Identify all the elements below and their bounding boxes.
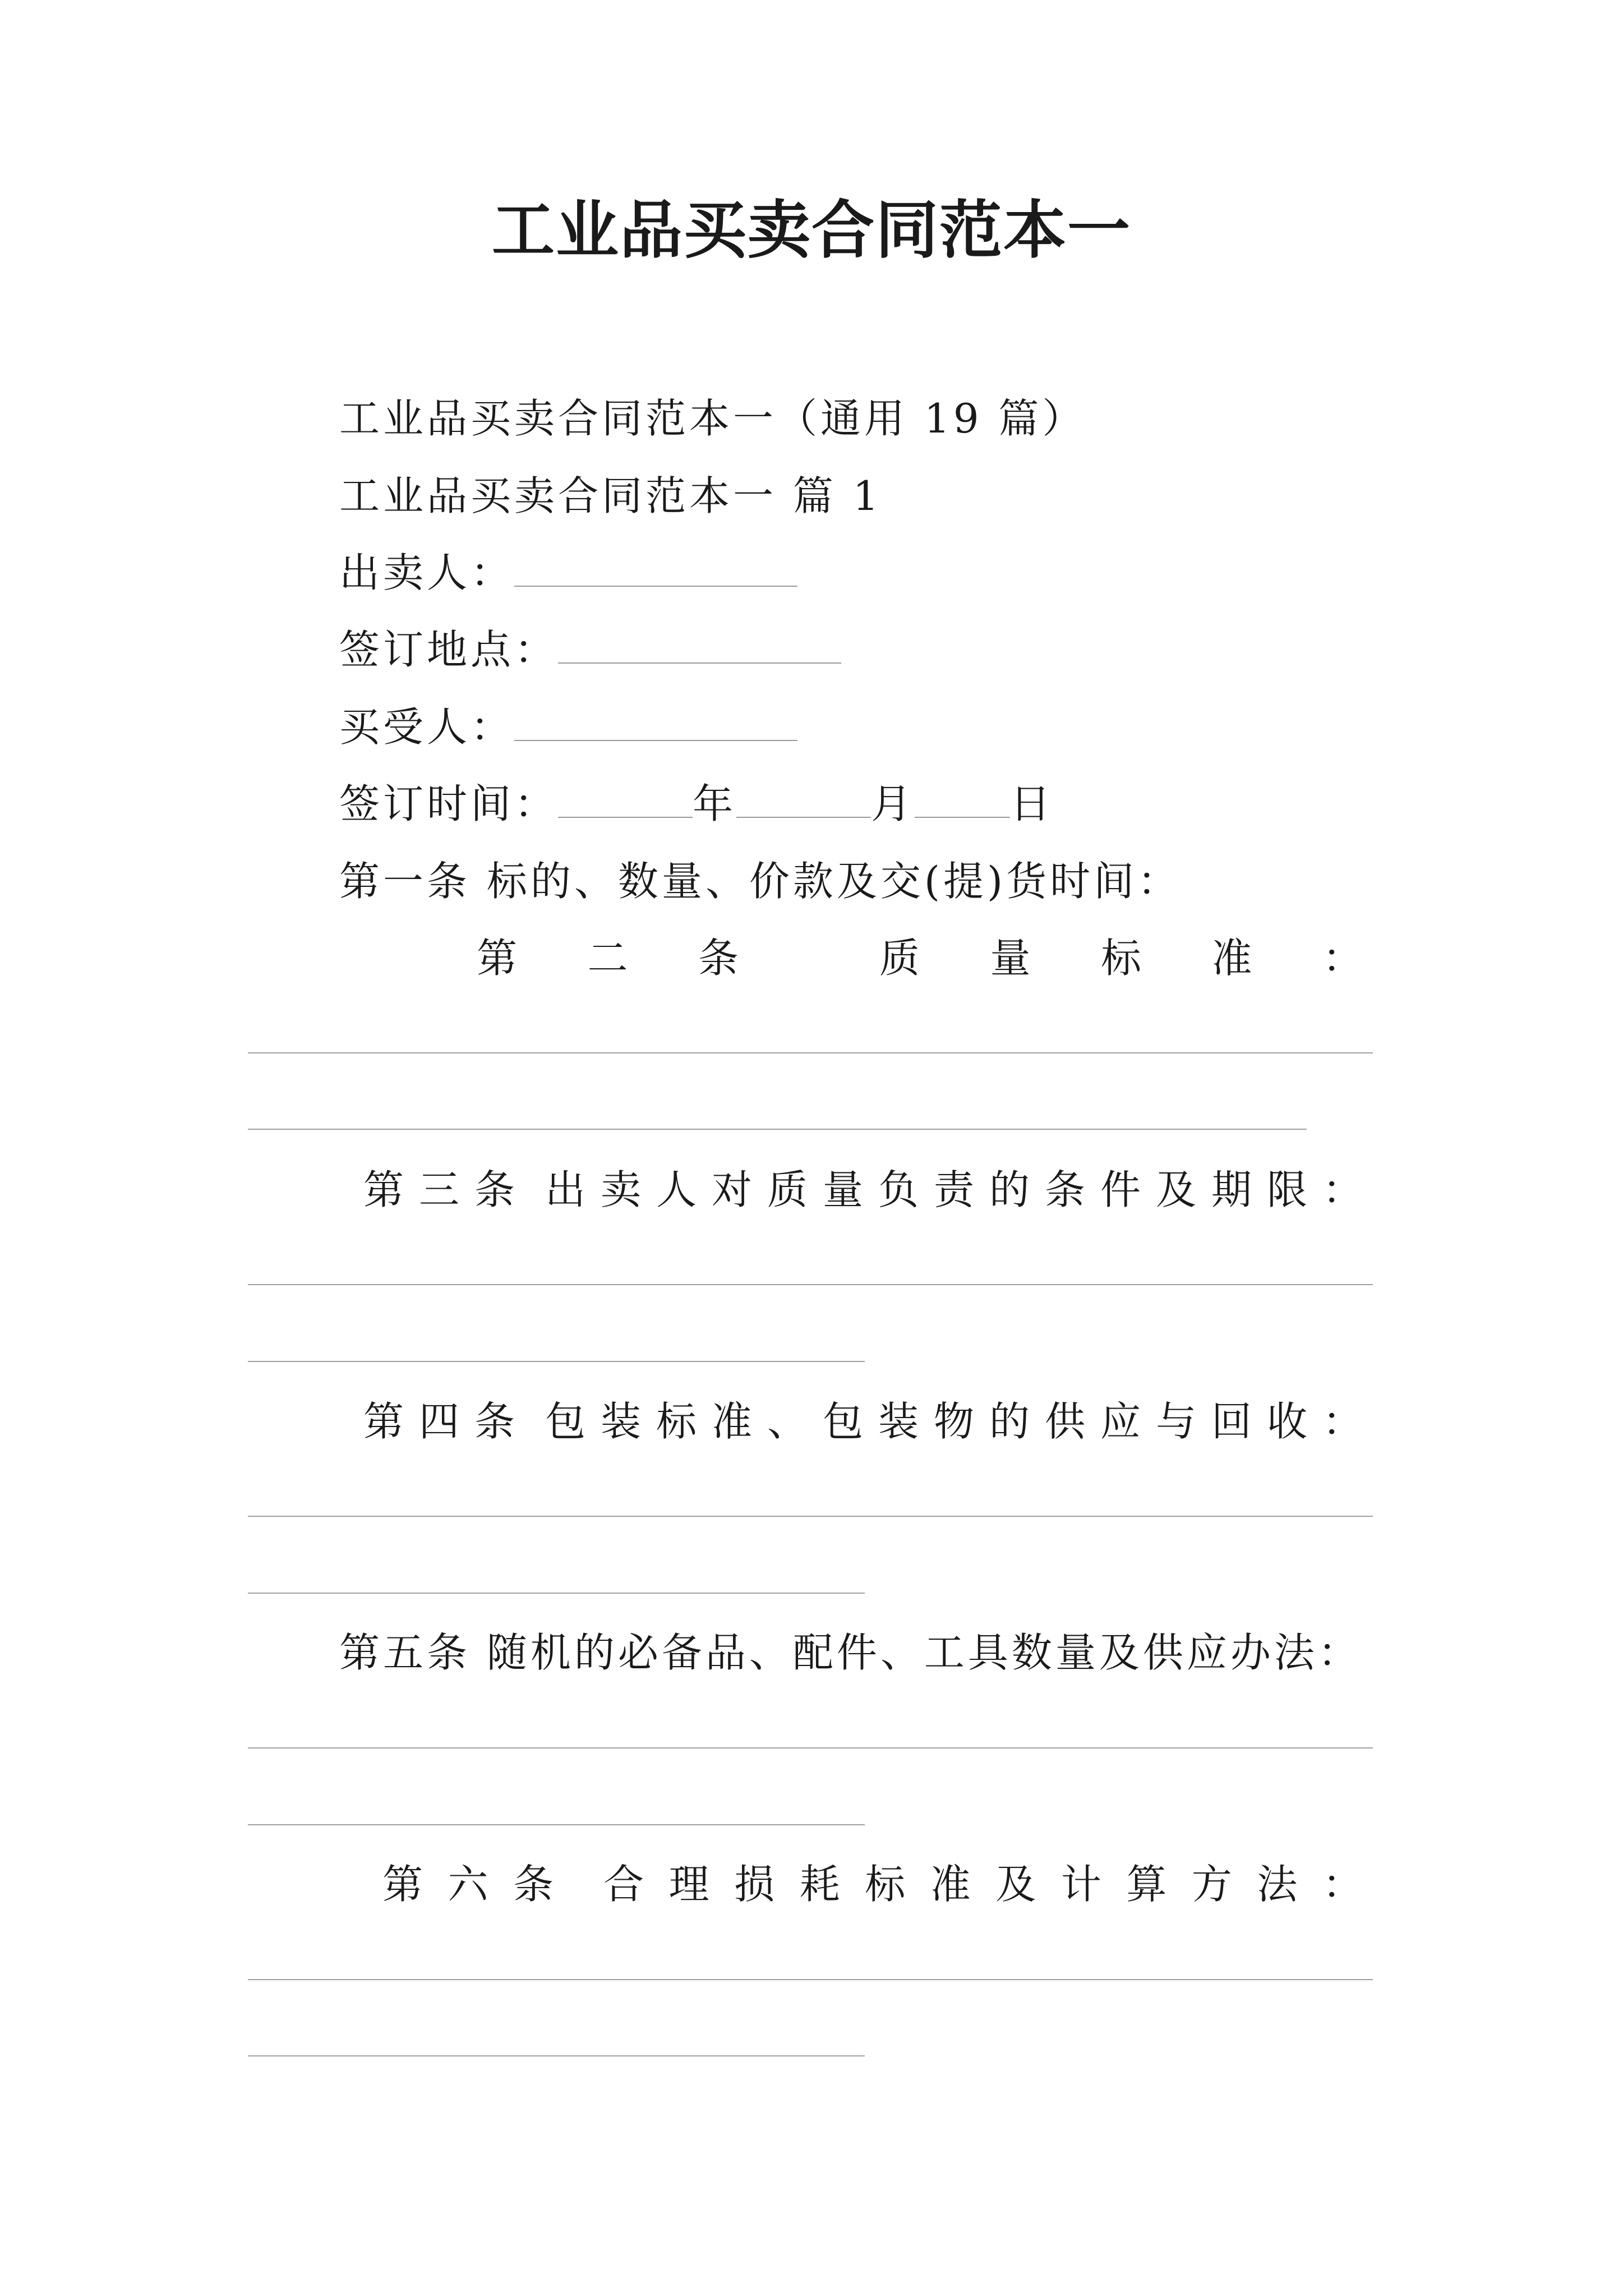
buyer-blank[interactable]: [514, 707, 797, 741]
clause-char: 理: [668, 1861, 709, 1908]
clause-char: 包: [545, 1398, 585, 1445]
sign-place-blank[interactable]: [558, 630, 841, 664]
clause-char: 六: [448, 1861, 488, 1908]
clause-char: 质: [767, 1166, 808, 1213]
clause-6-blank-line-2[interactable]: [248, 2055, 865, 2056]
seller-field: [339, 549, 797, 596]
clause-char: 条: [698, 935, 739, 982]
sign-time-label: 签订时间：: [339, 780, 559, 827]
clause-char: 与: [1155, 1398, 1196, 1445]
clause-char: 装: [600, 1398, 641, 1445]
clause-3-blank-line-2[interactable]: [248, 1361, 865, 1362]
clause-5-blank-line-1[interactable]: [248, 1747, 1373, 1749]
clause-2: [477, 935, 1363, 982]
clause-char: 耗: [799, 1861, 840, 1908]
clause-char: 四: [419, 1398, 460, 1445]
clause-char: 第: [363, 1166, 404, 1213]
clause-char: 件: [1100, 1166, 1141, 1213]
clause-char: 量: [990, 935, 1031, 982]
clause-char: 准: [1211, 935, 1252, 982]
clause-char: 第: [382, 1861, 423, 1908]
clause-char: 、: [767, 1398, 808, 1445]
clause-char: 损: [734, 1861, 775, 1908]
buyer-field: [339, 703, 797, 751]
sign-time-field: [339, 780, 1054, 827]
clause-3-blank-line-1[interactable]: [248, 1284, 1373, 1285]
month-label: 月: [871, 780, 915, 827]
clause-2-blank-line-1[interactable]: [248, 1052, 1373, 1053]
document-subtitle: 工业品买卖合同范本一（通用 19 篇）: [339, 395, 1086, 442]
sign-place-label: 签订地点：: [339, 626, 559, 673]
clause-char: 的: [989, 1166, 1030, 1213]
clause-char: 二: [587, 935, 628, 982]
clause-char: 计: [1061, 1861, 1101, 1908]
clause-char: 责: [933, 1166, 974, 1213]
clause-char: 条: [513, 1861, 554, 1908]
clause-4-blank-line-2[interactable]: [248, 1593, 865, 1594]
clause-4: [363, 1398, 1363, 1445]
clause-char: 供: [1044, 1398, 1085, 1445]
clause-char: 条: [1044, 1166, 1085, 1213]
clause-char: 装: [878, 1398, 919, 1445]
month-blank[interactable]: [736, 784, 871, 818]
clause-char: 量: [822, 1166, 863, 1213]
clause-char: 及: [1155, 1166, 1196, 1213]
year-label: 年: [693, 780, 737, 827]
clause-char: 的: [989, 1398, 1030, 1445]
day-label: 日: [1010, 780, 1054, 827]
clause-char: 应: [1100, 1398, 1141, 1445]
clause-char: ：: [1322, 935, 1363, 982]
clause-char: 法: [1257, 1861, 1298, 1908]
clause-char: 标: [865, 1861, 906, 1908]
clause-char: 合: [603, 1861, 644, 1908]
clause-char: ：: [1322, 1166, 1363, 1213]
clause-char: 卖: [600, 1166, 641, 1213]
clause-3: [363, 1166, 1363, 1213]
clause-char: 收: [1266, 1398, 1307, 1445]
seller-label: 出卖人：: [339, 549, 515, 596]
clause-char: 及: [995, 1861, 1036, 1908]
clause-1: 第一条 标的、数量、价款及交(提)货时间：: [339, 858, 1182, 905]
clause-char: 负: [878, 1166, 919, 1213]
clause-char: 方: [1191, 1861, 1232, 1908]
clause-char: 包: [822, 1398, 863, 1445]
clause-char: 标: [656, 1398, 697, 1445]
clause-char: 准: [930, 1861, 971, 1908]
clause-char: 三: [419, 1166, 460, 1213]
clause-char: 标: [1100, 935, 1141, 982]
clause-char: 对: [711, 1166, 752, 1213]
clause-char: 人: [656, 1166, 697, 1213]
clause-char: 质: [879, 935, 920, 982]
clause-4-blank-line-1[interactable]: [248, 1516, 1373, 1517]
clause-char: 条: [474, 1398, 515, 1445]
clause-2-blank-line-2[interactable]: [248, 1129, 1307, 1130]
clause-6-blank-line-1[interactable]: [248, 1979, 1373, 1980]
clause-5-blank-line-2[interactable]: [248, 1824, 865, 1825]
buyer-label: 买受人：: [339, 703, 515, 751]
clause-char: 限: [1266, 1166, 1307, 1213]
clause-char: 算: [1126, 1861, 1167, 1908]
document-title: 工业品买卖合同范本一: [492, 194, 1131, 267]
clause-char: 期: [1211, 1166, 1252, 1213]
clause-char: ：: [1322, 1861, 1363, 1908]
clause-char: 第: [363, 1398, 404, 1445]
seller-blank[interactable]: [514, 553, 797, 587]
day-blank[interactable]: [915, 784, 1010, 818]
clause-char: 物: [933, 1398, 974, 1445]
section-heading: 工业品买卖合同范本一 篇 1: [339, 472, 882, 519]
clause-char: 第: [477, 935, 518, 982]
clause-6: [382, 1861, 1363, 1908]
clause-char: 回: [1211, 1398, 1252, 1445]
clause-char: ：: [1322, 1398, 1363, 1445]
year-blank[interactable]: [558, 784, 693, 818]
clause-char: 条: [474, 1166, 515, 1213]
clause-char: 出: [545, 1166, 585, 1213]
clause-char: 准: [711, 1398, 752, 1445]
clause-5: 第五条 随机的必备品、配件、工具数量及供应办法：: [339, 1629, 1362, 1676]
sign-place-field: [339, 626, 841, 673]
